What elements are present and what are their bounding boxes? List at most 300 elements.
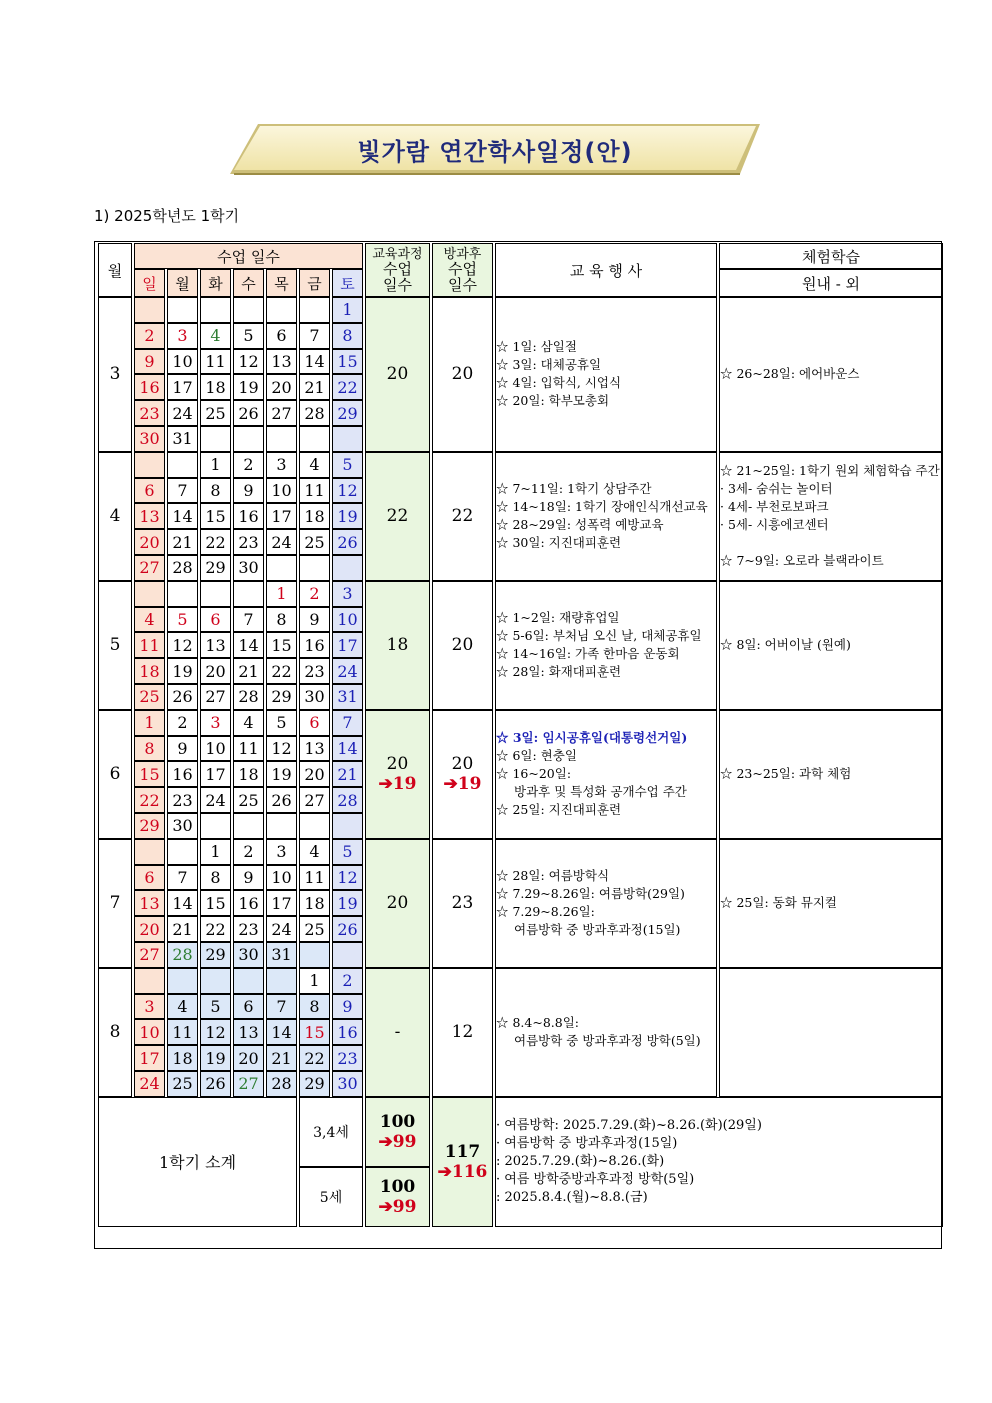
calendar-day: 16 bbox=[332, 1019, 363, 1045]
calendar-day: 7 bbox=[266, 994, 297, 1020]
calendar-day: 3 bbox=[332, 581, 363, 607]
curriculum-days-value: 22 bbox=[386, 506, 409, 527]
calendar-day: 8 bbox=[266, 607, 297, 633]
summary-note: : 2025.8.4.(월)~8.8.(금) bbox=[496, 1189, 648, 1205]
experience-spacer bbox=[720, 534, 942, 552]
calendar-day bbox=[167, 968, 198, 994]
calendar-day: 4 bbox=[233, 710, 264, 736]
afterschool-header-line: 수업 bbox=[448, 259, 477, 278]
calendar-day: 26 bbox=[332, 529, 363, 555]
month-label: 3 bbox=[98, 297, 132, 452]
calendar-day: 15 bbox=[266, 632, 297, 658]
calendar-day: 5 bbox=[332, 839, 363, 865]
calendar-day: 15 bbox=[332, 349, 363, 375]
afterschool-days-value: 23 bbox=[451, 893, 474, 914]
calendar-day: 6 bbox=[134, 865, 165, 891]
calendar-day: 7 bbox=[332, 710, 363, 736]
calendar-day: 2 bbox=[134, 323, 165, 349]
event-item: ☆ 7~11일: 1학기 상담주간 bbox=[496, 481, 652, 497]
calendar-day: 28 bbox=[299, 400, 330, 426]
curriculum-days bbox=[365, 297, 430, 452]
calendar-day: 27 bbox=[134, 555, 165, 581]
calendar-day bbox=[134, 452, 165, 478]
afterschool-days-value: 20 bbox=[451, 754, 474, 775]
calendar-day bbox=[134, 968, 165, 994]
calendar-day: 8 bbox=[299, 994, 330, 1020]
calendar-day bbox=[200, 968, 231, 994]
calendar-day: 26 bbox=[233, 400, 264, 426]
afterschool-days-value: 20 bbox=[451, 635, 474, 656]
summary-notes bbox=[495, 1097, 943, 1227]
weekday-header: 토 bbox=[332, 269, 363, 297]
calendar-day: 8 bbox=[332, 323, 363, 349]
calendar-day: 18 bbox=[299, 503, 330, 529]
calendar-day: 14 bbox=[233, 632, 264, 658]
experience-cell bbox=[719, 710, 943, 839]
calendar-day: 24 bbox=[266, 916, 297, 942]
calendar-day: 16 bbox=[134, 374, 165, 400]
month-label: 5 bbox=[98, 581, 132, 710]
calendar-day: 16 bbox=[233, 503, 264, 529]
summary-note: · 여름 방학중방과후과정 방학(5일) bbox=[496, 1171, 695, 1187]
calendar-day bbox=[167, 297, 198, 323]
calendar-day: 9 bbox=[134, 349, 165, 375]
summary-note: · 여름방학 중 방과후과정(15일) bbox=[496, 1135, 678, 1151]
calendar-day: 5 bbox=[233, 323, 264, 349]
calendar-day: 26 bbox=[266, 787, 297, 813]
month-header: 월 bbox=[98, 243, 132, 297]
curriculum-header-line: 일수 bbox=[383, 275, 412, 294]
calendar-day: 29 bbox=[134, 813, 165, 839]
calendar-day: 30 bbox=[299, 684, 330, 710]
calendar-day: 25 bbox=[134, 684, 165, 710]
calendar-day: 16 bbox=[299, 632, 330, 658]
calendar-day bbox=[266, 555, 297, 581]
calendar-day: 11 bbox=[134, 632, 165, 658]
calendar-day: 1 bbox=[332, 297, 363, 323]
calendar-day bbox=[134, 581, 165, 607]
summary-afterschool-value: 117 bbox=[444, 1141, 481, 1162]
calendar-day: 12 bbox=[167, 632, 198, 658]
calendar-day bbox=[167, 839, 198, 865]
calendar-day: 13 bbox=[266, 349, 297, 375]
calendar-day: 20 bbox=[299, 761, 330, 787]
calendar-day: 27 bbox=[200, 684, 231, 710]
calendar-day: 28 bbox=[266, 1071, 297, 1097]
calendar-day: 5 bbox=[167, 607, 198, 633]
calendar-day: 3 bbox=[134, 994, 165, 1020]
calendar-day: 28 bbox=[167, 942, 198, 968]
calendar-day bbox=[167, 452, 198, 478]
event-item: ☆ 7.29~8.26일: bbox=[496, 904, 595, 920]
calendar-day bbox=[200, 297, 231, 323]
calendar-day: 29 bbox=[332, 400, 363, 426]
calendar-day: 22 bbox=[134, 787, 165, 813]
summary-b-days-new: ➔99 bbox=[378, 1196, 417, 1217]
calendar-day: 19 bbox=[332, 890, 363, 916]
calendar-day: 12 bbox=[332, 865, 363, 891]
calendar-day: 22 bbox=[299, 1045, 330, 1071]
summary-label: 1학기 소계 bbox=[98, 1097, 297, 1227]
afterschool-days-new: ➔19 bbox=[443, 774, 482, 795]
calendar-day bbox=[134, 839, 165, 865]
calendar-day: 31 bbox=[167, 426, 198, 452]
curriculum-header bbox=[365, 243, 430, 297]
experience-cell bbox=[719, 581, 943, 710]
calendar-day: 2 bbox=[167, 710, 198, 736]
calendar-day: 26 bbox=[200, 1071, 231, 1097]
calendar-day: 21 bbox=[167, 529, 198, 555]
calendar-day: 30 bbox=[332, 1071, 363, 1097]
calendar-day: 10 bbox=[266, 865, 297, 891]
afterschool-days-value: 12 bbox=[451, 1022, 474, 1043]
calendar-day: 30 bbox=[167, 813, 198, 839]
calendar-day bbox=[266, 968, 297, 994]
weekday-header: 월 bbox=[167, 269, 198, 297]
calendar-day: 22 bbox=[200, 916, 231, 942]
calendar-day: 19 bbox=[233, 374, 264, 400]
calendar-day: 18 bbox=[134, 658, 165, 684]
events-cell bbox=[495, 839, 717, 968]
calendar-day: 21 bbox=[332, 761, 363, 787]
calendar-day: 23 bbox=[134, 400, 165, 426]
experience-item: ☆ 25일: 동화 뮤지컬 bbox=[720, 895, 837, 911]
calendar-day: 29 bbox=[299, 1071, 330, 1097]
calendar-day: 21 bbox=[266, 1045, 297, 1071]
calendar-day: 18 bbox=[167, 1045, 198, 1071]
summary-a-days bbox=[365, 1097, 430, 1167]
event-item: ☆ 6일: 현충일 bbox=[496, 748, 577, 764]
calendar-day: 22 bbox=[332, 374, 363, 400]
event-item: ☆ 28일: 화재대피훈련 bbox=[496, 664, 622, 680]
experience-item: ☆ 21~25일: 1학기 원외 체험학습 주간 bbox=[720, 463, 940, 479]
calendar-day bbox=[332, 426, 363, 452]
summary-note: : 2025.7.29.(화)~8.26.(화) bbox=[496, 1153, 665, 1169]
calendar-day: 4 bbox=[134, 607, 165, 633]
curriculum-days-new: ➔19 bbox=[378, 774, 417, 795]
calendar-day: 31 bbox=[332, 684, 363, 710]
experience-cell bbox=[719, 968, 943, 1097]
calendar-day bbox=[233, 813, 264, 839]
calendar-day: 24 bbox=[167, 400, 198, 426]
calendar-day: 10 bbox=[167, 349, 198, 375]
calendar-day: 1 bbox=[134, 710, 165, 736]
calendar-day: 25 bbox=[167, 1071, 198, 1097]
calendar-day: 12 bbox=[233, 349, 264, 375]
event-highlight: ☆ 3일: 임시공휴일(대통령선거일) bbox=[496, 730, 688, 746]
afterschool-days-value: 22 bbox=[451, 506, 474, 527]
afterschool-header-line: 일수 bbox=[448, 275, 477, 294]
class-days-header: 수업 일수 bbox=[134, 243, 363, 269]
calendar-day: 30 bbox=[233, 942, 264, 968]
month-label: 4 bbox=[98, 452, 132, 581]
event-item: 방과후 및 특성화 공개수업 주간 bbox=[514, 784, 687, 800]
calendar-day: 13 bbox=[134, 503, 165, 529]
experience-item: ☆ 8일: 어버이날 (원예) bbox=[720, 637, 851, 653]
curriculum-days-value: - bbox=[394, 1022, 401, 1043]
calendar-day: 17 bbox=[134, 1045, 165, 1071]
calendar-day: 6 bbox=[233, 994, 264, 1020]
calendar-day: 20 bbox=[134, 916, 165, 942]
event-item: ☆ 4일: 입학식, 시업식 bbox=[496, 375, 622, 391]
calendar-day: 13 bbox=[200, 632, 231, 658]
summary-a-days-value: 100 bbox=[379, 1111, 416, 1132]
weekday-header: 일 bbox=[134, 269, 165, 297]
calendar-day bbox=[299, 426, 330, 452]
calendar-day: 1 bbox=[200, 452, 231, 478]
calendar-day: 16 bbox=[233, 890, 264, 916]
curriculum-days bbox=[365, 710, 430, 839]
calendar-day: 10 bbox=[332, 607, 363, 633]
curriculum-days bbox=[365, 452, 430, 581]
calendar-day: 9 bbox=[299, 607, 330, 633]
section-title: 1) 2025학년도 1학기 bbox=[94, 207, 240, 225]
calendar-day: 3 bbox=[167, 323, 198, 349]
calendar-day bbox=[266, 297, 297, 323]
calendar-day: 10 bbox=[134, 1019, 165, 1045]
calendar-day: 4 bbox=[200, 323, 231, 349]
calendar-day: 16 bbox=[167, 761, 198, 787]
curriculum-days bbox=[365, 839, 430, 968]
experience-item: ☆ 26~28일: 에어바운스 bbox=[720, 366, 860, 382]
calendar-day: 19 bbox=[200, 1045, 231, 1071]
summary-b-days bbox=[365, 1167, 430, 1227]
summary-afterschool bbox=[432, 1097, 493, 1227]
calendar-day: 5 bbox=[200, 994, 231, 1020]
afterschool-days-value: 20 bbox=[451, 364, 474, 385]
calendar-day bbox=[299, 297, 330, 323]
calendar-day bbox=[332, 942, 363, 968]
calendar-day bbox=[200, 581, 231, 607]
afterschool-header bbox=[432, 243, 493, 297]
calendar-day: 20 bbox=[134, 529, 165, 555]
summary-age-a: 3,4세 bbox=[299, 1097, 363, 1167]
weekday-header: 금 bbox=[299, 269, 330, 297]
calendar-day: 22 bbox=[266, 658, 297, 684]
curriculum-header-line: 교육과정 bbox=[372, 246, 423, 262]
calendar-day bbox=[266, 426, 297, 452]
calendar-day: 11 bbox=[200, 349, 231, 375]
calendar-day: 24 bbox=[134, 1071, 165, 1097]
experience-cell bbox=[719, 452, 943, 581]
schedule-table bbox=[96, 243, 945, 1227]
calendar-day: 26 bbox=[167, 684, 198, 710]
calendar-day: 2 bbox=[233, 839, 264, 865]
calendar-day: 25 bbox=[233, 787, 264, 813]
calendar-day: 17 bbox=[266, 503, 297, 529]
calendar-day: 6 bbox=[200, 607, 231, 633]
calendar-day bbox=[332, 813, 363, 839]
page-title: 빛가람 연간학사일정(안) bbox=[357, 137, 633, 166]
calendar-day: 20 bbox=[200, 658, 231, 684]
calendar-day: 4 bbox=[167, 994, 198, 1020]
calendar-day: 5 bbox=[332, 452, 363, 478]
event-item: ☆ 20일: 학부모총회 bbox=[496, 393, 610, 409]
event-item: ☆ 5-6일: 부처님 오신 날, 대체공휴일 bbox=[496, 628, 702, 644]
afterschool-days bbox=[432, 297, 493, 452]
event-item: ☆ 1일: 삼일절 bbox=[496, 339, 577, 355]
calendar-day: 2 bbox=[233, 452, 264, 478]
calendar-day: 6 bbox=[266, 323, 297, 349]
calendar-day: 24 bbox=[200, 787, 231, 813]
calendar-day: 9 bbox=[233, 865, 264, 891]
events-cell bbox=[495, 710, 717, 839]
events-cell bbox=[495, 452, 717, 581]
calendar-day: 13 bbox=[299, 736, 330, 762]
calendar-day: 11 bbox=[299, 865, 330, 891]
calendar-day bbox=[332, 555, 363, 581]
calendar-day: 6 bbox=[134, 478, 165, 504]
calendar-day: 7 bbox=[233, 607, 264, 633]
calendar-day bbox=[233, 968, 264, 994]
summary-age-b: 5세 bbox=[299, 1167, 363, 1227]
calendar-day bbox=[299, 555, 330, 581]
event-item: 여름방학 중 방과후과정 방학(5일) bbox=[514, 1033, 701, 1049]
event-item: ☆ 30일: 지진대피훈련 bbox=[496, 535, 622, 551]
calendar-day: 27 bbox=[299, 787, 330, 813]
weekday-header: 목 bbox=[266, 269, 297, 297]
afterschool-days bbox=[432, 968, 493, 1097]
calendar-day: 28 bbox=[233, 684, 264, 710]
calendar-day: 2 bbox=[299, 581, 330, 607]
calendar-day: 4 bbox=[299, 839, 330, 865]
calendar-day bbox=[233, 297, 264, 323]
calendar-day: 15 bbox=[134, 761, 165, 787]
calendar-day: 9 bbox=[332, 994, 363, 1020]
experience-item: ☆ 7~9일: 오로라 블랙라이트 bbox=[720, 553, 884, 569]
calendar-day: 19 bbox=[266, 761, 297, 787]
event-item: 여름방학 중 방과후과정(15일) bbox=[514, 922, 681, 938]
calendar-day: 23 bbox=[299, 658, 330, 684]
afterschool-days bbox=[432, 452, 493, 581]
calendar-day: 19 bbox=[332, 503, 363, 529]
calendar-day: 1 bbox=[299, 968, 330, 994]
events-header: 교 육 행 사 bbox=[495, 243, 717, 297]
summary-a-days-new: ➔99 bbox=[378, 1131, 417, 1152]
calendar-day: 18 bbox=[233, 761, 264, 787]
experience-item: · 5세- 시흥에코센터 bbox=[720, 517, 829, 533]
calendar-day: 23 bbox=[233, 529, 264, 555]
calendar-day: 11 bbox=[167, 1019, 198, 1045]
calendar-day: 20 bbox=[233, 1045, 264, 1071]
calendar-day: 17 bbox=[266, 890, 297, 916]
experience-header: 체험학습 bbox=[719, 243, 943, 269]
calendar-day: 3 bbox=[266, 452, 297, 478]
event-item: ☆ 1~2일: 재량휴업일 bbox=[496, 610, 620, 626]
calendar-day: 3 bbox=[200, 710, 231, 736]
calendar-day: 29 bbox=[200, 942, 231, 968]
calendar-day: 27 bbox=[233, 1071, 264, 1097]
calendar-day: 13 bbox=[134, 890, 165, 916]
calendar-day: 4 bbox=[299, 452, 330, 478]
curriculum-days bbox=[365, 968, 430, 1097]
event-item: ☆ 14~18일: 1학기 장애인식개선교육 bbox=[496, 499, 708, 515]
month-label: 7 bbox=[98, 839, 132, 968]
curriculum-header-line: 수업 bbox=[383, 259, 412, 278]
calendar-day: 26 bbox=[332, 916, 363, 942]
calendar-day: 14 bbox=[299, 349, 330, 375]
calendar-day: 28 bbox=[332, 787, 363, 813]
calendar-day: 6 bbox=[299, 710, 330, 736]
calendar-day: 25 bbox=[299, 529, 330, 555]
calendar-day: 7 bbox=[167, 865, 198, 891]
calendar-day: 11 bbox=[299, 478, 330, 504]
calendar-day: 12 bbox=[332, 478, 363, 504]
event-item: ☆ 28일: 여름방학식 bbox=[496, 868, 610, 884]
calendar-day: 30 bbox=[233, 555, 264, 581]
calendar-day: 1 bbox=[200, 839, 231, 865]
event-item: ☆ 8.4~8.8일: bbox=[496, 1015, 579, 1031]
calendar-day: 14 bbox=[167, 890, 198, 916]
events-cell bbox=[495, 297, 717, 452]
afterschool-days bbox=[432, 710, 493, 839]
calendar-day: 10 bbox=[266, 478, 297, 504]
calendar-day: 9 bbox=[167, 736, 198, 762]
calendar-day bbox=[200, 813, 231, 839]
events-cell bbox=[495, 968, 717, 1097]
summary-b-days-value: 100 bbox=[379, 1176, 416, 1197]
summary-note: · 여름방학: 2025.7.29.(화)~8.26.(화)(29일) bbox=[496, 1117, 762, 1133]
calendar-day: 25 bbox=[299, 916, 330, 942]
curriculum-days bbox=[365, 581, 430, 710]
calendar-day: 11 bbox=[233, 736, 264, 762]
experience-sub-header: 원내 - 외 bbox=[719, 269, 943, 297]
calendar-day: 27 bbox=[134, 942, 165, 968]
calendar-day: 15 bbox=[200, 890, 231, 916]
experience-cell bbox=[719, 297, 943, 452]
experience-cell bbox=[719, 839, 943, 968]
calendar-day bbox=[200, 426, 231, 452]
calendar-day: 7 bbox=[299, 323, 330, 349]
event-item: ☆ 7.29~8.26일: 여름방학(29일) bbox=[496, 886, 685, 902]
calendar-day: 7 bbox=[167, 478, 198, 504]
calendar-day bbox=[299, 813, 330, 839]
afterschool-days bbox=[432, 839, 493, 968]
calendar-day: 29 bbox=[200, 555, 231, 581]
calendar-day: 27 bbox=[266, 400, 297, 426]
calendar-day: 8 bbox=[134, 736, 165, 762]
calendar-day: 25 bbox=[200, 400, 231, 426]
calendar-day: 5 bbox=[266, 710, 297, 736]
calendar-day: 21 bbox=[299, 374, 330, 400]
calendar-day: 17 bbox=[167, 374, 198, 400]
calendar-day: 12 bbox=[266, 736, 297, 762]
calendar-day: 14 bbox=[167, 503, 198, 529]
calendar-day: 8 bbox=[200, 478, 231, 504]
curriculum-days-value: 20 bbox=[386, 364, 409, 385]
event-item: ☆ 14~16일: 가족 한마음 운동회 bbox=[496, 646, 680, 662]
calendar-day: 17 bbox=[332, 632, 363, 658]
calendar-day: 24 bbox=[332, 658, 363, 684]
curriculum-days-value: 20 bbox=[386, 893, 409, 914]
calendar-day: 13 bbox=[233, 1019, 264, 1045]
curriculum-days-value: 20 bbox=[386, 754, 409, 775]
calendar-day: 17 bbox=[200, 761, 231, 787]
calendar-day: 2 bbox=[332, 968, 363, 994]
calendar-day: 23 bbox=[332, 1045, 363, 1071]
calendar-day: 14 bbox=[266, 1019, 297, 1045]
calendar-day: 24 bbox=[266, 529, 297, 555]
calendar-day: 31 bbox=[266, 942, 297, 968]
calendar-day: 21 bbox=[233, 658, 264, 684]
calendar-day: 19 bbox=[167, 658, 198, 684]
weekday-header: 수 bbox=[233, 269, 264, 297]
calendar-day: 21 bbox=[167, 916, 198, 942]
calendar-day: 12 bbox=[200, 1019, 231, 1045]
experience-item: ☆ 23~25일: 과학 체험 bbox=[720, 766, 852, 782]
afterschool-header-line: 방과후 bbox=[443, 246, 482, 262]
event-item: ☆ 28~29일: 성폭력 예방교육 bbox=[496, 517, 664, 533]
